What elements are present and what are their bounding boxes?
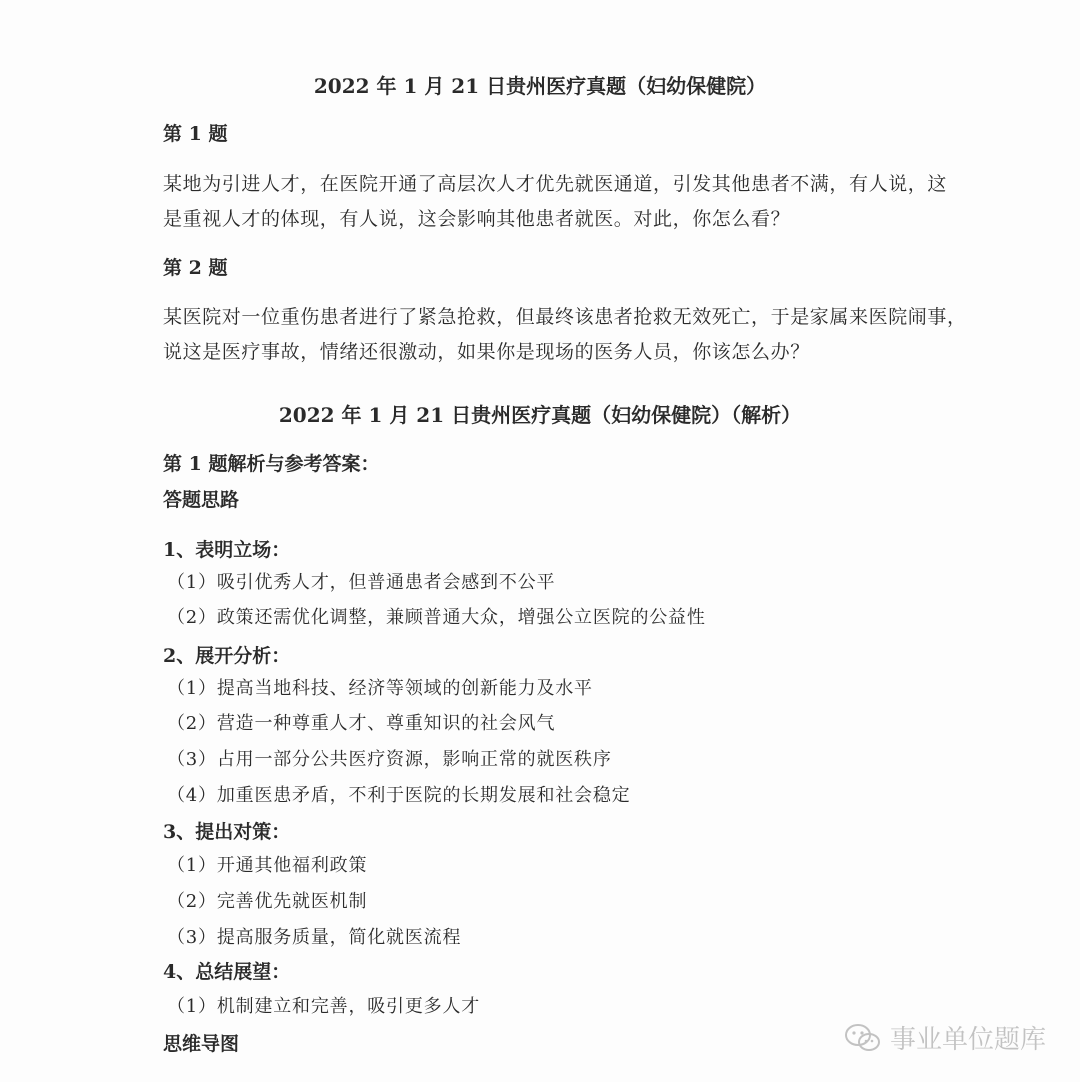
answer-1-heading: 第 1 题解析与参考答案： bbox=[163, 453, 380, 475]
mindmap-heading: 思维导图 bbox=[163, 1033, 240, 1055]
question-1-heading: 第 1 题 bbox=[163, 123, 228, 145]
list-item: （1）提高当地科技、经济等领域的创新能力及水平 bbox=[167, 678, 593, 699]
list-item: （2）政策还需优化调整，兼顾普通大众，增强公立医院的公益性 bbox=[167, 607, 706, 628]
question-1-text-line-1: 某地为引进人才，在医院开通了高层次人才优先就医通道，引发其他患者不满，有人说，这 bbox=[163, 173, 948, 195]
question-2-text-line-2: 说这是医疗事故，情绪还很激动，如果你是现场的医务人员，你该怎么办？ bbox=[163, 341, 810, 363]
section-heading-measures: 3、提出对策： bbox=[163, 821, 291, 843]
list-item: （1）开通其他福利政策 bbox=[167, 855, 368, 876]
section-heading-stance: 1、表明立场： bbox=[163, 539, 291, 561]
question-1-text-line-2: 是重视人才的体现，有人说，这会影响其他患者就医。对此，你怎么看？ bbox=[163, 208, 791, 230]
watermark bbox=[844, 1019, 1046, 1056]
watermark-text: 事业单位题库 bbox=[889, 1025, 1046, 1055]
document-title: 2022 年 1 月 21 日贵州医疗真题（妇幼保健院） bbox=[313, 74, 767, 98]
list-item: （3）占用一部分公共医疗资源，影响正常的就医秩序 bbox=[167, 749, 612, 770]
list-item: （1）吸引优秀人才，但普通患者会感到不公平 bbox=[167, 572, 556, 593]
section-heading-outlook: 4、总结展望： bbox=[163, 961, 291, 983]
list-item: （1）机制建立和完善，吸引更多人才 bbox=[167, 996, 481, 1017]
analysis-title: 2022 年 1 月 21 日贵州医疗真题（妇幼保健院）（解析） bbox=[278, 403, 802, 427]
list-item: （3）提高服务质量，简化就医流程 bbox=[167, 927, 462, 948]
list-item: （2）完善优先就医机制 bbox=[167, 891, 368, 912]
section-heading-analysis: 2、展开分析： bbox=[163, 645, 291, 667]
list-item: （4）加重医患矛盾，不利于医院的长期发展和社会稳定 bbox=[167, 785, 631, 806]
wechat-icon bbox=[844, 1023, 882, 1053]
list-item: （2）营造一种尊重人才、尊重知识的社会风气 bbox=[167, 713, 556, 734]
approach-heading: 答题思路 bbox=[163, 489, 240, 511]
question-2-heading: 第 2 题 bbox=[163, 257, 228, 279]
question-2-text-line-1: 某医院对一位重伤患者进行了紧急抢救，但最终该患者抢救无效死亡，于是家属来医院闹事， bbox=[163, 306, 967, 328]
